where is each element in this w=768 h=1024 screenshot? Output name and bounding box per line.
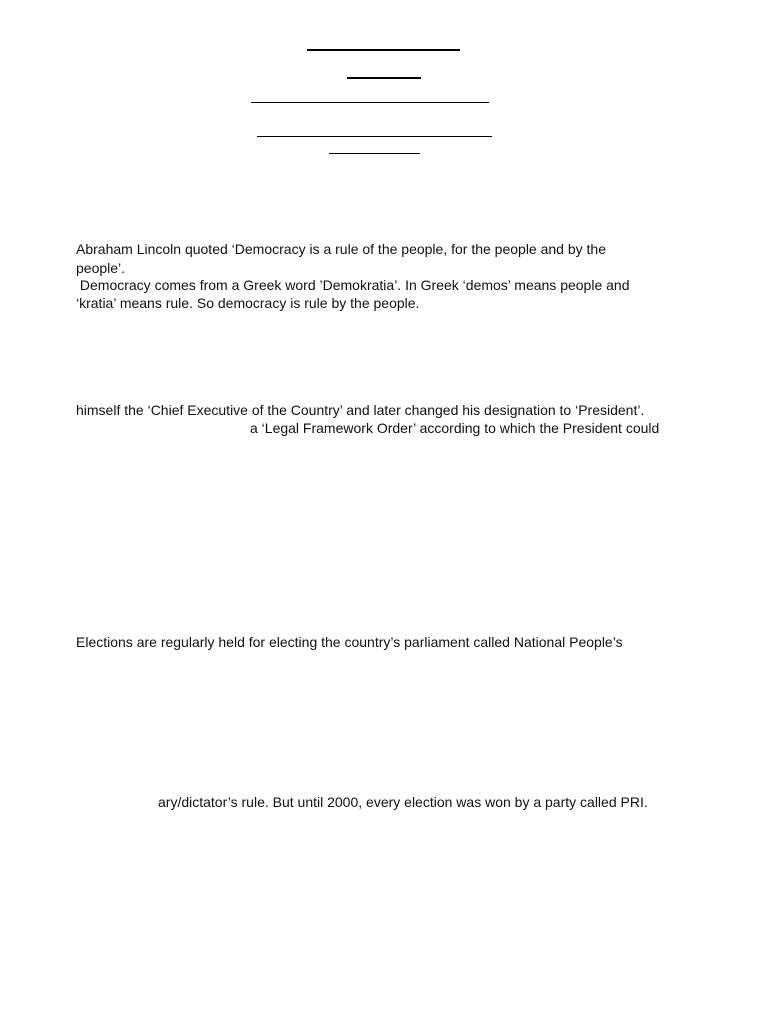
paragraph-1-line-2: people’. [76,260,126,276]
paragraph-3-line-1: Elections are regularly held for electing the country’s parliament called National People’s [76,634,623,650]
paragraph-1-line-3: Democracy comes from a Greek word ’Demokratia’. In Greek ‘demos’ means people and [76,277,630,293]
paragraph-2-line-1: himself the ‘Chief Executive of the Country’ and later changed his designation to ‘President’. [76,402,645,418]
heading-underline-4 [257,136,492,137]
paragraph-1-line-1: Abraham Lincoln quoted ‘Democracy is a rule of the people, for the people and by the [76,241,606,257]
heading-underline-2 [347,77,421,79]
heading-underline-1 [307,49,460,51]
paragraph-1-line-4: ‘kratia’ means rule. So democracy is rule by the people. [76,295,420,311]
heading-underline-5 [329,153,420,154]
heading-underline-3 [251,102,489,103]
paragraph-4-line-1: ary/dictator’s rule. But until 2000, every election was won by a party called PRI. [158,794,648,810]
paragraph-2-line-2: a ‘Legal Framework Order’ according to which the President could [250,420,660,436]
